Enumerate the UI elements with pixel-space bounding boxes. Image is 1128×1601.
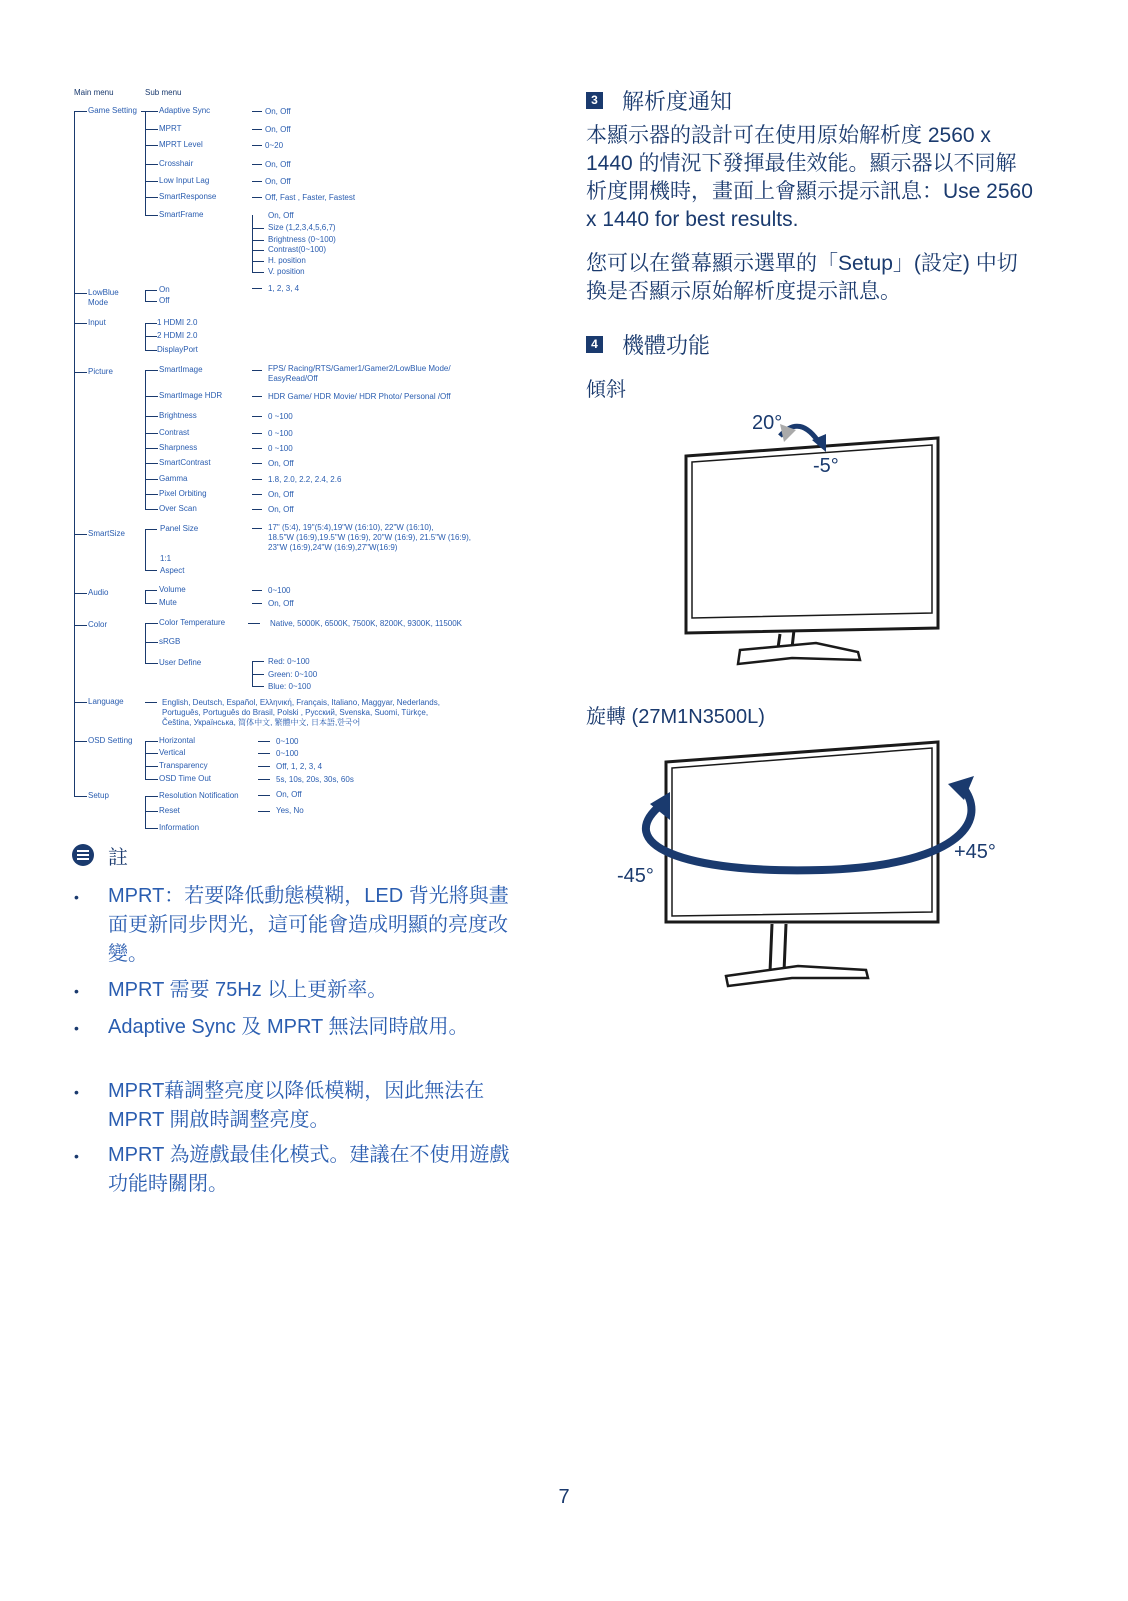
sub-item: Off [159,296,170,305]
value: On, Off [265,125,291,134]
sub-item: Over Scan [159,504,197,513]
main-item-audio: Audio [88,588,109,597]
sub-item: Contrast [159,428,190,437]
sub-item: Color Temperature [159,618,226,627]
dash [252,261,264,262]
branch [145,197,158,198]
sub-item: Panel Size [160,524,199,533]
sub-item: 1 HDMI 2.0 [157,318,198,327]
dash [258,811,270,812]
branch [145,796,158,797]
dash [252,129,262,130]
branch [145,448,158,449]
dash [252,272,264,273]
sub-item: OSD Time Out [159,774,212,783]
main-menu-header: Main menu [74,88,114,97]
value: Red: 0~100 [268,657,310,666]
bracket [145,529,146,570]
sub-menu-header: Sub menu [145,88,182,97]
sub-item: SmartFrame [159,210,204,219]
sub-item: 1:1 [160,554,172,563]
swivel-left-label: -45° [617,865,654,887]
bracket [145,590,146,603]
sub-item: SmartImage [159,365,203,374]
sub-item: 2 HDMI 2.0 [157,331,198,340]
main-item-input: Input [88,318,106,327]
sub-item: Mute [159,598,177,607]
value: Contrast(0~100) [268,245,327,254]
dash [252,181,262,182]
main-item-language: Language [88,697,124,706]
section-title: 解析度通知 [622,89,733,114]
value: Yes, No [276,806,304,815]
dash [258,795,270,796]
note-bullet-3: Adaptive Sync 及 MPRT 無法同時啟用。 [108,1016,469,1038]
value: 0 ~100 [268,429,293,438]
dash [252,396,262,397]
bracket [145,290,146,301]
branch [145,663,158,664]
value: 1, 2, 3, 4 [268,284,300,293]
sub-item: DisplayPort [157,345,198,354]
dash [145,350,157,351]
main-trunk-line [74,111,75,797]
sub-item: Resolution Notification [159,791,239,800]
section-number-badge: 4 [586,336,603,353]
main-item-setup: Setup [88,791,109,800]
dash [252,603,262,604]
branch [145,779,158,780]
value: Brightness (0~100) [268,235,336,244]
dash [145,301,157,302]
branch [141,111,158,112]
value: 18.5"W (16:9),19.5"W (16:9), 20"W (16:9), 21.5"W (16:9), [268,533,471,542]
sub-item: Reset [159,806,180,815]
value: FPS/ Racing/RTS/Gamer1/Gamer2/LowBlue Mode/ [268,364,451,373]
branch [145,509,158,510]
branch [145,215,158,216]
branch [74,111,87,112]
main-item-smartsize: SmartSize [88,529,125,538]
value: Size (1,2,3,4,5,6,7) [268,223,336,232]
bracket [252,215,253,273]
dash [252,240,264,241]
value: Native, 5000K, 6500K, 7500K, 8200K, 9300K, 11500K [270,619,462,628]
bullet-dot-icon: • [74,1148,79,1164]
sub-item: Crosshair [159,159,194,168]
dash [252,509,262,510]
bracket [145,796,146,828]
sub-item: Pixel Orbiting [159,489,207,498]
dash [252,590,262,591]
value: 5s, 10s, 20s, 30s, 60s [276,775,354,784]
sub-item: Adaptive Sync [159,106,211,115]
value: 0~100 [268,586,291,595]
branch [74,534,87,535]
dash [252,528,262,529]
dash [258,753,270,754]
note-icon [72,844,94,866]
value: 17" (5:4), 19"(5:4),19"W (16:10), 22"W (16:10), [268,523,434,532]
bullet-dot-icon: • [74,1020,79,1036]
branch [145,811,158,812]
value: Green: 0~100 [268,670,318,679]
sub-item: User Define [159,658,202,667]
value: On, Off [265,107,291,116]
branch [145,129,158,130]
branch [145,741,158,742]
dash [258,741,270,742]
dash [252,433,262,434]
branch [74,593,87,594]
sub-item: MPRT Level [159,140,203,149]
note-title: 註 [108,847,128,869]
dash [145,336,157,337]
branch [145,828,158,829]
main-item-osd-setting: OSD Setting [88,736,133,745]
main-item-lowblue: LowBlue [88,288,119,297]
dash [252,370,262,371]
dash [258,779,270,780]
branch [145,370,158,371]
setup-paragraph: 您可以在螢幕顯示選單的「Setup」(設定) 中切換是否顯示原始解析度提示訊息。 [586,252,1018,303]
branch [74,796,87,797]
dash [252,416,262,417]
branch [74,323,87,324]
dash [252,250,264,251]
value: 0 ~100 [268,444,293,453]
dash [145,590,157,591]
sub-item: Brightness [159,411,197,420]
branch [145,145,158,146]
value: Off, 1, 2, 3, 4 [276,762,323,771]
value: On, Off [265,160,291,169]
dash [252,145,262,146]
sub-item: On [159,285,170,294]
tilt-label: 傾斜 [586,379,626,401]
branch [145,642,158,643]
bracket [145,741,146,779]
swivel-monitor-illustration [622,734,1006,996]
dash [145,323,157,324]
osd-menu-tree [0,0,560,860]
value: On, Off [268,505,294,514]
branch [74,372,87,373]
sub-item: SmartImage HDR [159,391,223,400]
sub-item: sRGB [159,637,181,646]
branch [145,164,158,165]
dash [252,479,262,480]
tilt-down-label: -5° [813,455,839,477]
dash [252,494,262,495]
value: English, Deutsch, Español, Ελληνική, Français, Italiano, Maggyar, Nederlands, [162,698,440,707]
branch [145,396,158,397]
value: On, Off [268,459,294,468]
dash [145,529,157,530]
value: 0~100 [276,737,299,746]
branch [145,181,158,182]
value: HDR Game/ HDR Movie/ HDR Photo/ Personal /Off [268,392,451,401]
value: Português, Português do Brasil, Polski , Русский, Svenska, Suomi, Türkçe, [162,708,429,717]
tilt-up-label: 20° [752,412,783,434]
branch [145,433,158,434]
value: Blue: 0~100 [268,682,311,691]
resolution-paragraph: 本顯示器的設計可在使用原始解析度 2560 x 1440 的情況下發揮最佳效能。顯示器以不同解析度開機時，畫面上會顯示提示訊息：Use 2560 x 1440 for best results. [586,124,1033,231]
note-bullet-1: MPRT：若要降低動態模糊，LED 背光將與畫面更新同步閃光，這可能會造成明顯的亮度改變。 [108,885,509,965]
sub-item: Sharpness [159,443,198,452]
swivel-label: 旋轉 (27M1N3500L) [586,706,765,728]
branch [145,766,158,767]
bullet-dot-icon: • [74,889,79,905]
branch [145,753,158,754]
sub-trunk [145,111,146,215]
bracket [145,623,146,663]
branch [145,416,158,417]
note-bullet-2: MPRT 需要 75Hz 以上更新率。 [108,979,388,1001]
sub-item: MPRT [159,124,182,133]
dash [252,661,264,662]
sub-item: Aspect [160,566,185,575]
note-bullet-5: MPRT 為遊戲最佳化模式。建議在不使用遊戲功能時關閉。 [108,1144,510,1195]
main-item-game-setting: Game Setting [88,106,137,115]
dash [145,290,157,291]
dash [248,623,260,624]
dash [258,766,270,767]
branch [145,623,158,624]
dash [145,603,157,604]
value: On, Off [276,790,302,799]
dash [145,702,157,703]
value: Off, Fast , Faster, Fastest [265,193,356,202]
branch [145,463,158,464]
value: Čeština, Українська, 简体中文, 繁體中文, 日本語,한국어 [162,718,361,727]
sub-item: Gamma [159,474,188,483]
value: On, Off [268,211,294,220]
note-bullet-4: MPRT藉調整亮度以降低模糊，因此無法在 MPRT 開啟時調整亮度。 [108,1080,485,1131]
branch [145,479,158,480]
dash [252,686,264,687]
main-item-mode: Mode [88,298,109,307]
sub-item: Low Input Lag [159,176,210,185]
main-item-picture: Picture [88,367,113,376]
value: 1.8, 2.0, 2.2, 2.4, 2.6 [268,475,342,484]
sub-trunk [145,370,146,509]
dash [252,197,262,198]
sub-item: SmartContrast [159,458,211,467]
branch [74,293,87,294]
sub-item: SmartResponse [159,192,217,201]
branch [74,625,87,626]
branch [145,494,158,495]
sub-item: Volume [159,585,186,594]
value: 0~100 [276,749,299,758]
sub-item: Vertical [159,748,186,757]
dash [252,463,262,464]
swivel-right-label: +45° [954,841,996,863]
main-item-color: Color [88,620,108,629]
branch [74,741,87,742]
dash [252,448,262,449]
value: 23"W (16:9),24"W (16:9),27"W(16:9) [268,543,398,552]
value: V. position [268,267,305,276]
dash [252,111,262,112]
tilt-monitor-illustration [680,408,950,680]
value: H. position [268,256,306,265]
branch [74,702,87,703]
bullet-dot-icon: • [74,983,79,999]
dash [252,674,264,675]
value: On, Off [268,599,294,608]
value: 0 ~100 [268,412,293,421]
value: On, Off [268,490,294,499]
sub-item: Information [159,823,200,832]
sub-item: Transparency [159,761,208,770]
value: EasyRead/Off [268,374,318,383]
dash [145,570,157,571]
page-number: 7 [558,1486,570,1508]
sub-item: Horizontal [159,736,196,745]
dash [252,164,262,165]
dash [252,228,264,229]
section-number-badge: 3 [586,92,603,109]
value: On, Off [265,177,291,186]
value: 0~20 [265,141,284,150]
section-title: 機體功能 [622,333,711,358]
dash [252,288,262,289]
bullet-dot-icon: • [74,1084,79,1100]
